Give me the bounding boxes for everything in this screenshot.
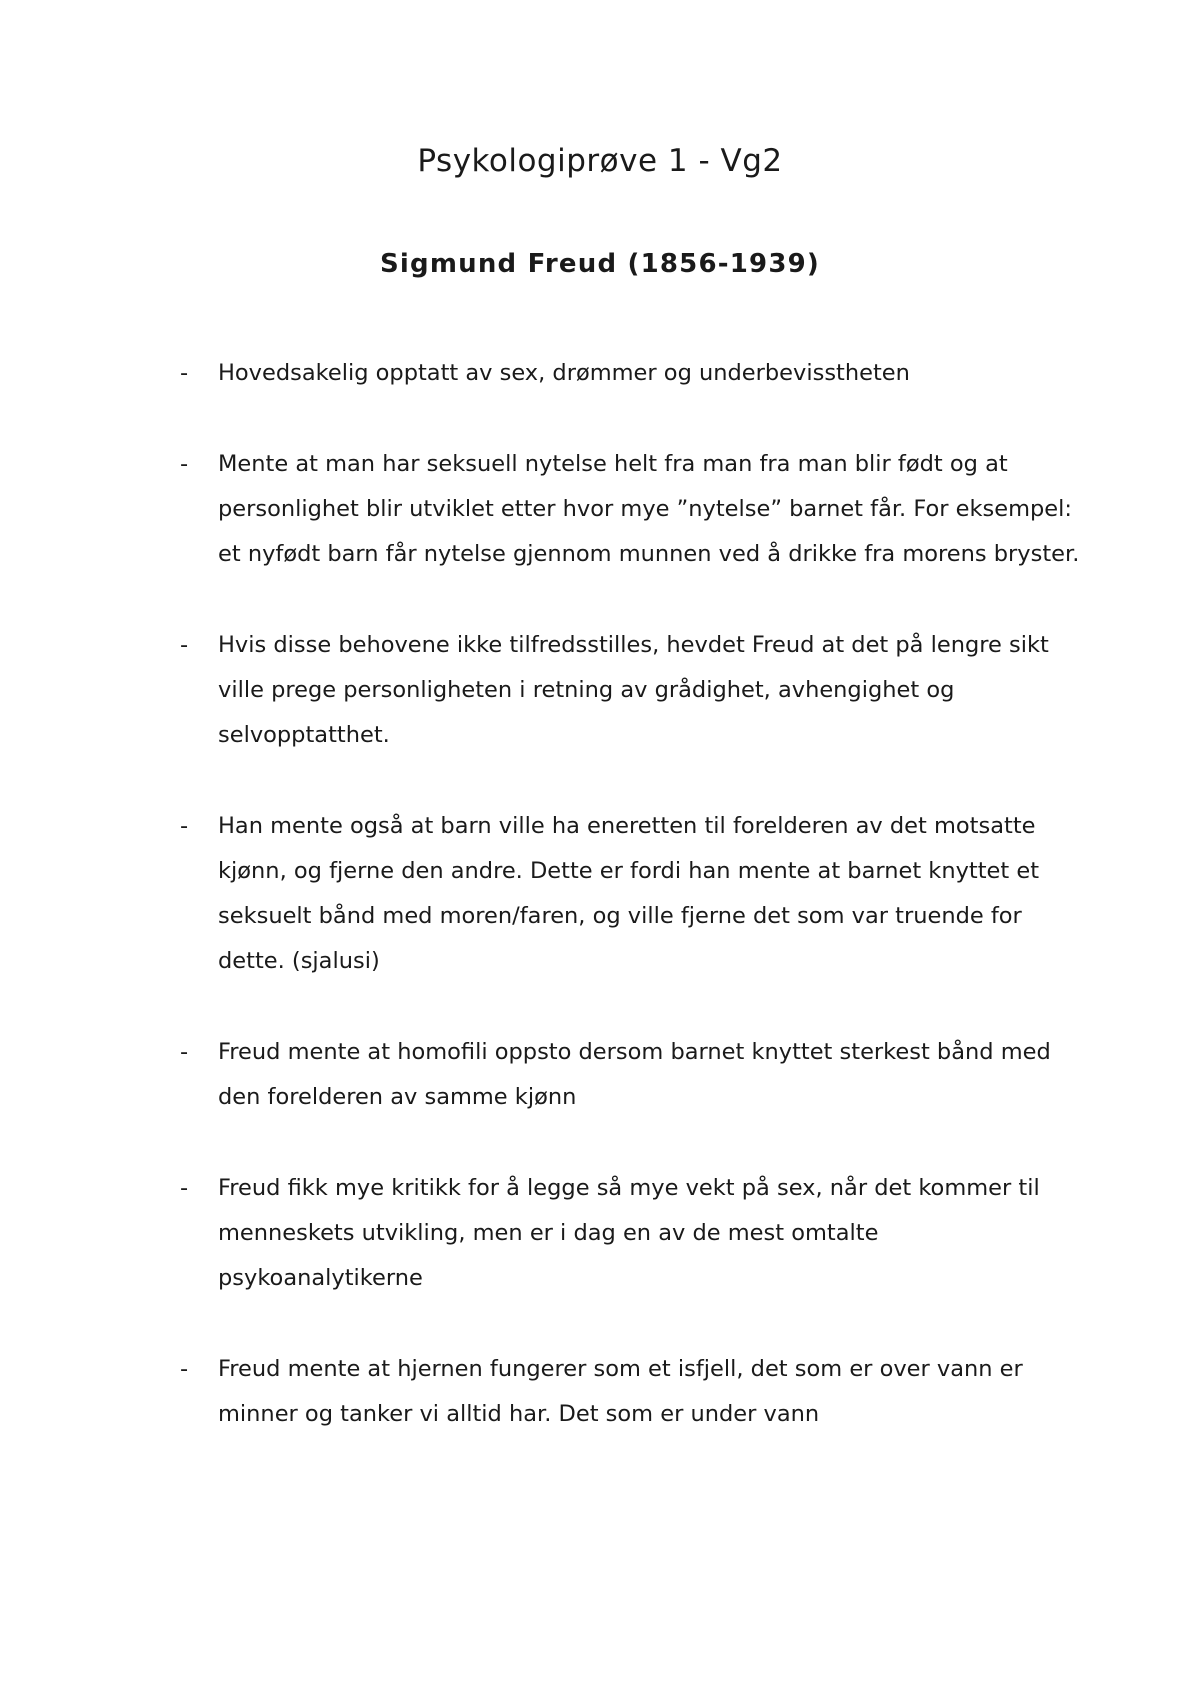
dash-bullet-marker: - [180, 632, 189, 658]
section-heading: Sigmund Freud (1856-1939) [379, 249, 821, 279]
list-item [180, 1030, 1080, 1120]
list-item [180, 1166, 1080, 1301]
list-item [180, 351, 1080, 396]
list-item [180, 804, 1080, 984]
list-item [180, 442, 1080, 577]
dash-bullet-marker: - [180, 813, 189, 839]
list-item-text: Mente at man har seksuell nytelse helt fra man fra man blir født og at personlighet blir utviklet etter hvor mye ”nytelse” barnet får. For eksempel: et nyfødt barn får nytelse gjennom munnen ved å drikke fra morens bryster. [218, 451, 1080, 567]
list-item-text: Hovedsakelig opptatt av sex, drømmer og underbevisstheten [218, 360, 910, 386]
list-item [180, 1347, 1080, 1437]
list-item-text: Freud mente at homofili oppsto dersom barnet knyttet sterkest bånd med den forelderen av samme kjønn [218, 1039, 1051, 1110]
dash-bullet-marker: - [180, 1175, 189, 1201]
page-title: Psykologiprøve 1 - Vg2 [417, 143, 783, 179]
bullet-list [180, 351, 1080, 1483]
list-item-text: Freud mente at hjernen fungerer som et isfjell, det som er over vann er minner og tanker vi alltid har. Det som er under vann [218, 1356, 1023, 1427]
dash-bullet-marker: - [180, 1356, 189, 1382]
dash-bullet-marker: - [180, 1039, 189, 1065]
dash-bullet-marker: - [180, 451, 189, 477]
list-item-text: Han mente også at barn ville ha eneretten til forelderen av det motsatte kjønn, og fjerne den andre. Dette er fordi han mente at barnet knyttet et seksuelt bånd med moren/faren, og ville fjerne det som var truende for dette. (sjalusi) [218, 813, 1040, 974]
list-item [180, 623, 1080, 758]
dash-bullet-marker: - [180, 360, 189, 386]
list-item-text: Freud fikk mye kritikk for å legge så mye vekt på sex, når det kommer til menneskets utvikling, men er i dag en av de mest omtalte psykoanalytikerne [218, 1175, 1040, 1291]
list-item-text: Hvis disse behovene ikke tilfredsstilles, hevdet Freud at det på lengre sikt ville prege personligheten i retning av grådighet, avhengighet og selvopptatthet. [218, 632, 1049, 748]
